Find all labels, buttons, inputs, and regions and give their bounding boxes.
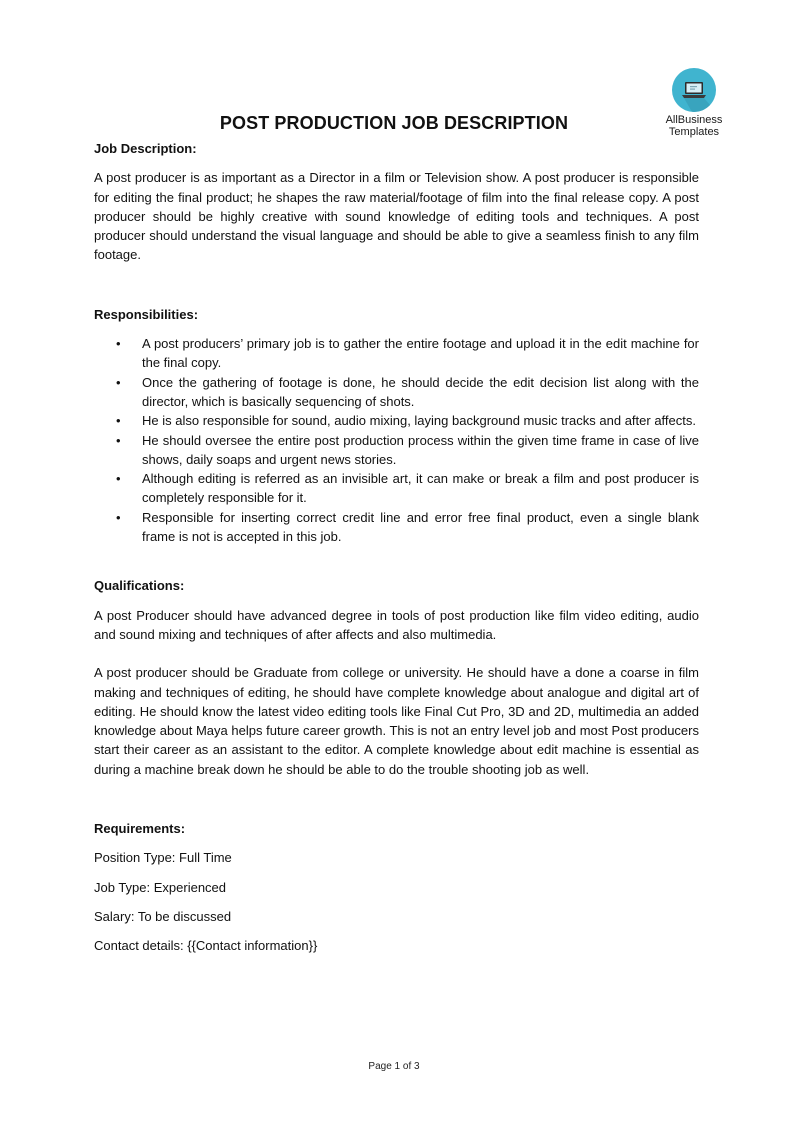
list-item bbox=[94, 469, 699, 508]
laptop-icon bbox=[672, 68, 716, 112]
job-description-text: A post producer is as important as a Director in a film or Television show. A post producer is responsible for editing the final product; he shapes the raw material/footage of film into the final release copy. A post producer should be highly creative with sound knowledge of editing tools and techniques. A post producer should understand the visual language and should be able to give a seamless finish to any film footage. bbox=[94, 170, 699, 263]
responsibilities-heading: Responsibilities: bbox=[94, 306, 199, 322]
list-item bbox=[94, 411, 699, 430]
list-item bbox=[94, 334, 699, 373]
salary: Salary: To be discussed bbox=[94, 908, 232, 924]
job-type: Job Type: Experienced bbox=[94, 879, 227, 895]
list-item bbox=[94, 431, 699, 470]
bullet-icon: • bbox=[116, 413, 121, 429]
bullet-icon: • bbox=[116, 509, 121, 525]
qualifications-paragraph-2: A post producer should be Graduate from college or university. He should have a done a coarse in film making and techniques of editing, he should have complete knowledge about analogue and digital art of editing. He should know the latest video editing tools like Final Cut Pro, 3D and 2D, multimedia an added knowledge about Maya helps future career growth. This is not an entry level job and most Post producers start their career as an assistant to the editor. A complete knowledge about edit machine is essential as during a machine break down he should be able to do the trouble shooting job as well. bbox=[94, 665, 699, 777]
qualifications-heading: Qualifications: bbox=[94, 578, 185, 594]
list-item-text: Responsible for inserting correct credit line and error free final product, even a single blank frame is not is accepted in this job. bbox=[142, 509, 699, 545]
document-body bbox=[94, 139, 699, 956]
qualifications-paragraph-1: A post Producer should have advanced degree in tools of post production like film video editing, audio and sound mixing and techniques of after affects and also multimedia. bbox=[94, 607, 699, 642]
list-item bbox=[94, 508, 699, 547]
position-type: Position Type: Full Time bbox=[94, 850, 232, 866]
page-title: POST PRODUCTION JOB DESCRIPTION bbox=[219, 113, 569, 133]
bullet-icon: • bbox=[116, 374, 121, 390]
list-item bbox=[94, 373, 699, 412]
contact-details: Contact details: {{Contact information}} bbox=[94, 938, 318, 954]
job-description-heading: Job Description: bbox=[94, 141, 197, 156]
list-item-text: A post producers’ primary job is to gather the entire footage and upload it in the edit machine for the final copy. bbox=[142, 336, 699, 371]
page-number: Page 1 of 3 bbox=[368, 1061, 420, 1072]
logo-text-line2: Templates bbox=[668, 126, 720, 138]
list-item-text: He is also responsible for sound, audio mixing, laying background music tracks and after affects. bbox=[142, 413, 696, 429]
list-item-text: He should oversee the entire post production process within the given time frame in case of live shows, daily soaps and urgent news stories. bbox=[142, 432, 699, 467]
requirements-heading: Requirements: bbox=[94, 821, 186, 837]
logo-badge bbox=[672, 68, 716, 112]
bullet-icon: • bbox=[116, 471, 121, 487]
list-item-text: Although editing is referred as an invisible art, it can make or break a film and post producer is completely responsible for it. bbox=[142, 471, 699, 506]
responsibilities-list bbox=[94, 334, 699, 546]
bullet-icon: • bbox=[116, 432, 121, 448]
list-item-text: Once the gathering of footage is done, he should decide the edit decision list along with the director, which is basically sequencing of shots. bbox=[142, 374, 699, 409]
logo-text-line1: AllBusiness bbox=[665, 114, 723, 126]
bullet-icon: • bbox=[116, 336, 121, 352]
